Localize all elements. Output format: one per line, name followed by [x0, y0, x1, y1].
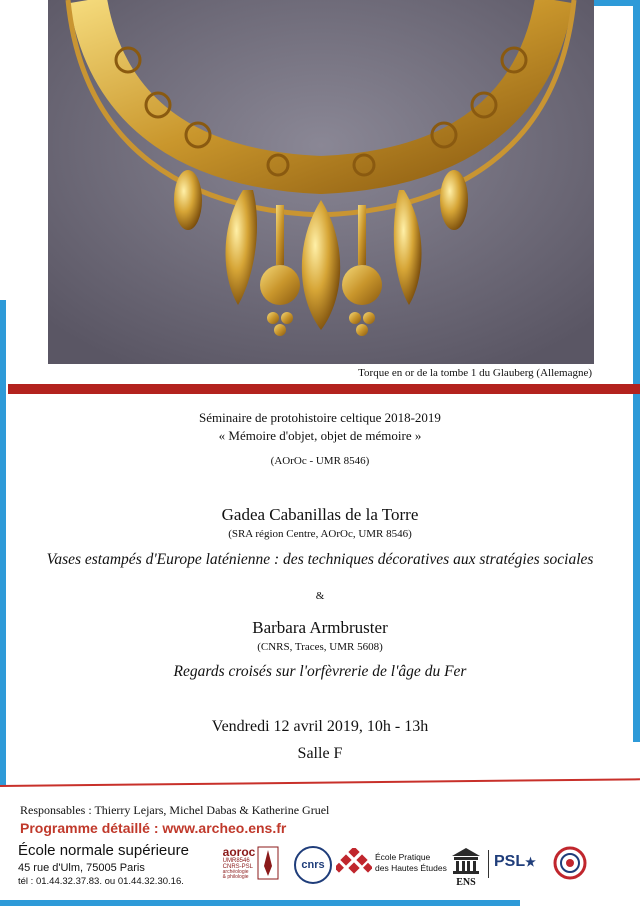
gold-torque-image	[48, 0, 594, 364]
bottom-blue-bar	[0, 900, 520, 906]
speaker1-name: Gadea Cabanillas de la Torre	[221, 505, 419, 524]
speaker2-affiliation: (CNRS, Traces, UMR 5608)	[257, 641, 383, 653]
school-address: 45 rue d'Ulm, 75005 Paris	[18, 862, 145, 874]
school-phone: tél : 01.44.32.37.83. ou 01.44.32.30.16.	[18, 876, 184, 887]
seminar-subtitle: « Mémoire d'objet, objet de mémoire »	[218, 428, 422, 443]
aoroc-logo-cnrs: CNRS-PSL	[222, 864, 253, 870]
aoroc-logo	[216, 845, 286, 881]
seal-logo	[553, 846, 587, 880]
ens-building-icon	[450, 846, 482, 874]
event-date: Vendredi 12 avril 2019, 10h - 13h	[211, 718, 429, 735]
ephe-diamond-icon	[336, 848, 372, 880]
ens-logo-text: ENS	[456, 877, 476, 888]
psl-logo-text: PSL	[494, 853, 526, 870]
ephe-logo-text	[375, 852, 447, 873]
aoroc-logo-name: aoroc	[222, 845, 256, 859]
logo-separator	[488, 850, 489, 878]
responsables: Responsables : Thierry Lejars, Michel Dabas & Katherine Gruel	[20, 803, 330, 817]
cnrs-logo	[294, 846, 332, 884]
speaker1-affiliation: (SRA région Centre, AOrOc, UMR 8546)	[228, 528, 412, 540]
seminar-title: Séminaire de protohistoire celtique 2018-2019	[199, 410, 441, 425]
seminar-org: (AOrOc - UMR 8546)	[270, 455, 370, 467]
ampersand: &	[315, 590, 325, 602]
event-room: Salle F	[297, 745, 343, 762]
ens-logo	[450, 846, 482, 886]
aoroc-logo-philo: & philologie	[222, 874, 249, 880]
ephe-line1: École Pratique	[375, 852, 431, 862]
aoroc-pen-icon	[257, 846, 279, 880]
torque-photo	[48, 0, 594, 364]
psl-logo	[494, 853, 536, 871]
photo-caption: Torque en or de la tombe 1 du Glauberg (Allemagne)	[358, 367, 592, 379]
programme-link[interactable]: Programme détaillé : www.archeo.ens.fr	[20, 820, 287, 836]
red-divider-line	[0, 778, 640, 787]
speaker1-talk: Vases estampés d'Europe laténienne : des techniques décoratives aux stratégies sociales	[46, 551, 594, 568]
red-divider-bar	[8, 384, 640, 394]
speaker2-talk: Regards croisés sur l'orfèvrerie de l'âge du Fer	[173, 663, 467, 680]
speaker2-name: Barbara Armbruster	[252, 618, 388, 637]
ephe-line2: des Hautes Études	[375, 862, 447, 873]
school-name: École normale supérieure	[18, 842, 189, 859]
aoroc-logo-archeo: archéologie	[222, 869, 249, 875]
aoroc-logo-umr: UMR8546	[222, 858, 250, 864]
left-blue-bar	[0, 300, 6, 785]
cnrs-logo-text: cnrs	[301, 859, 325, 871]
psl-star-icon: ★	[525, 855, 536, 869]
